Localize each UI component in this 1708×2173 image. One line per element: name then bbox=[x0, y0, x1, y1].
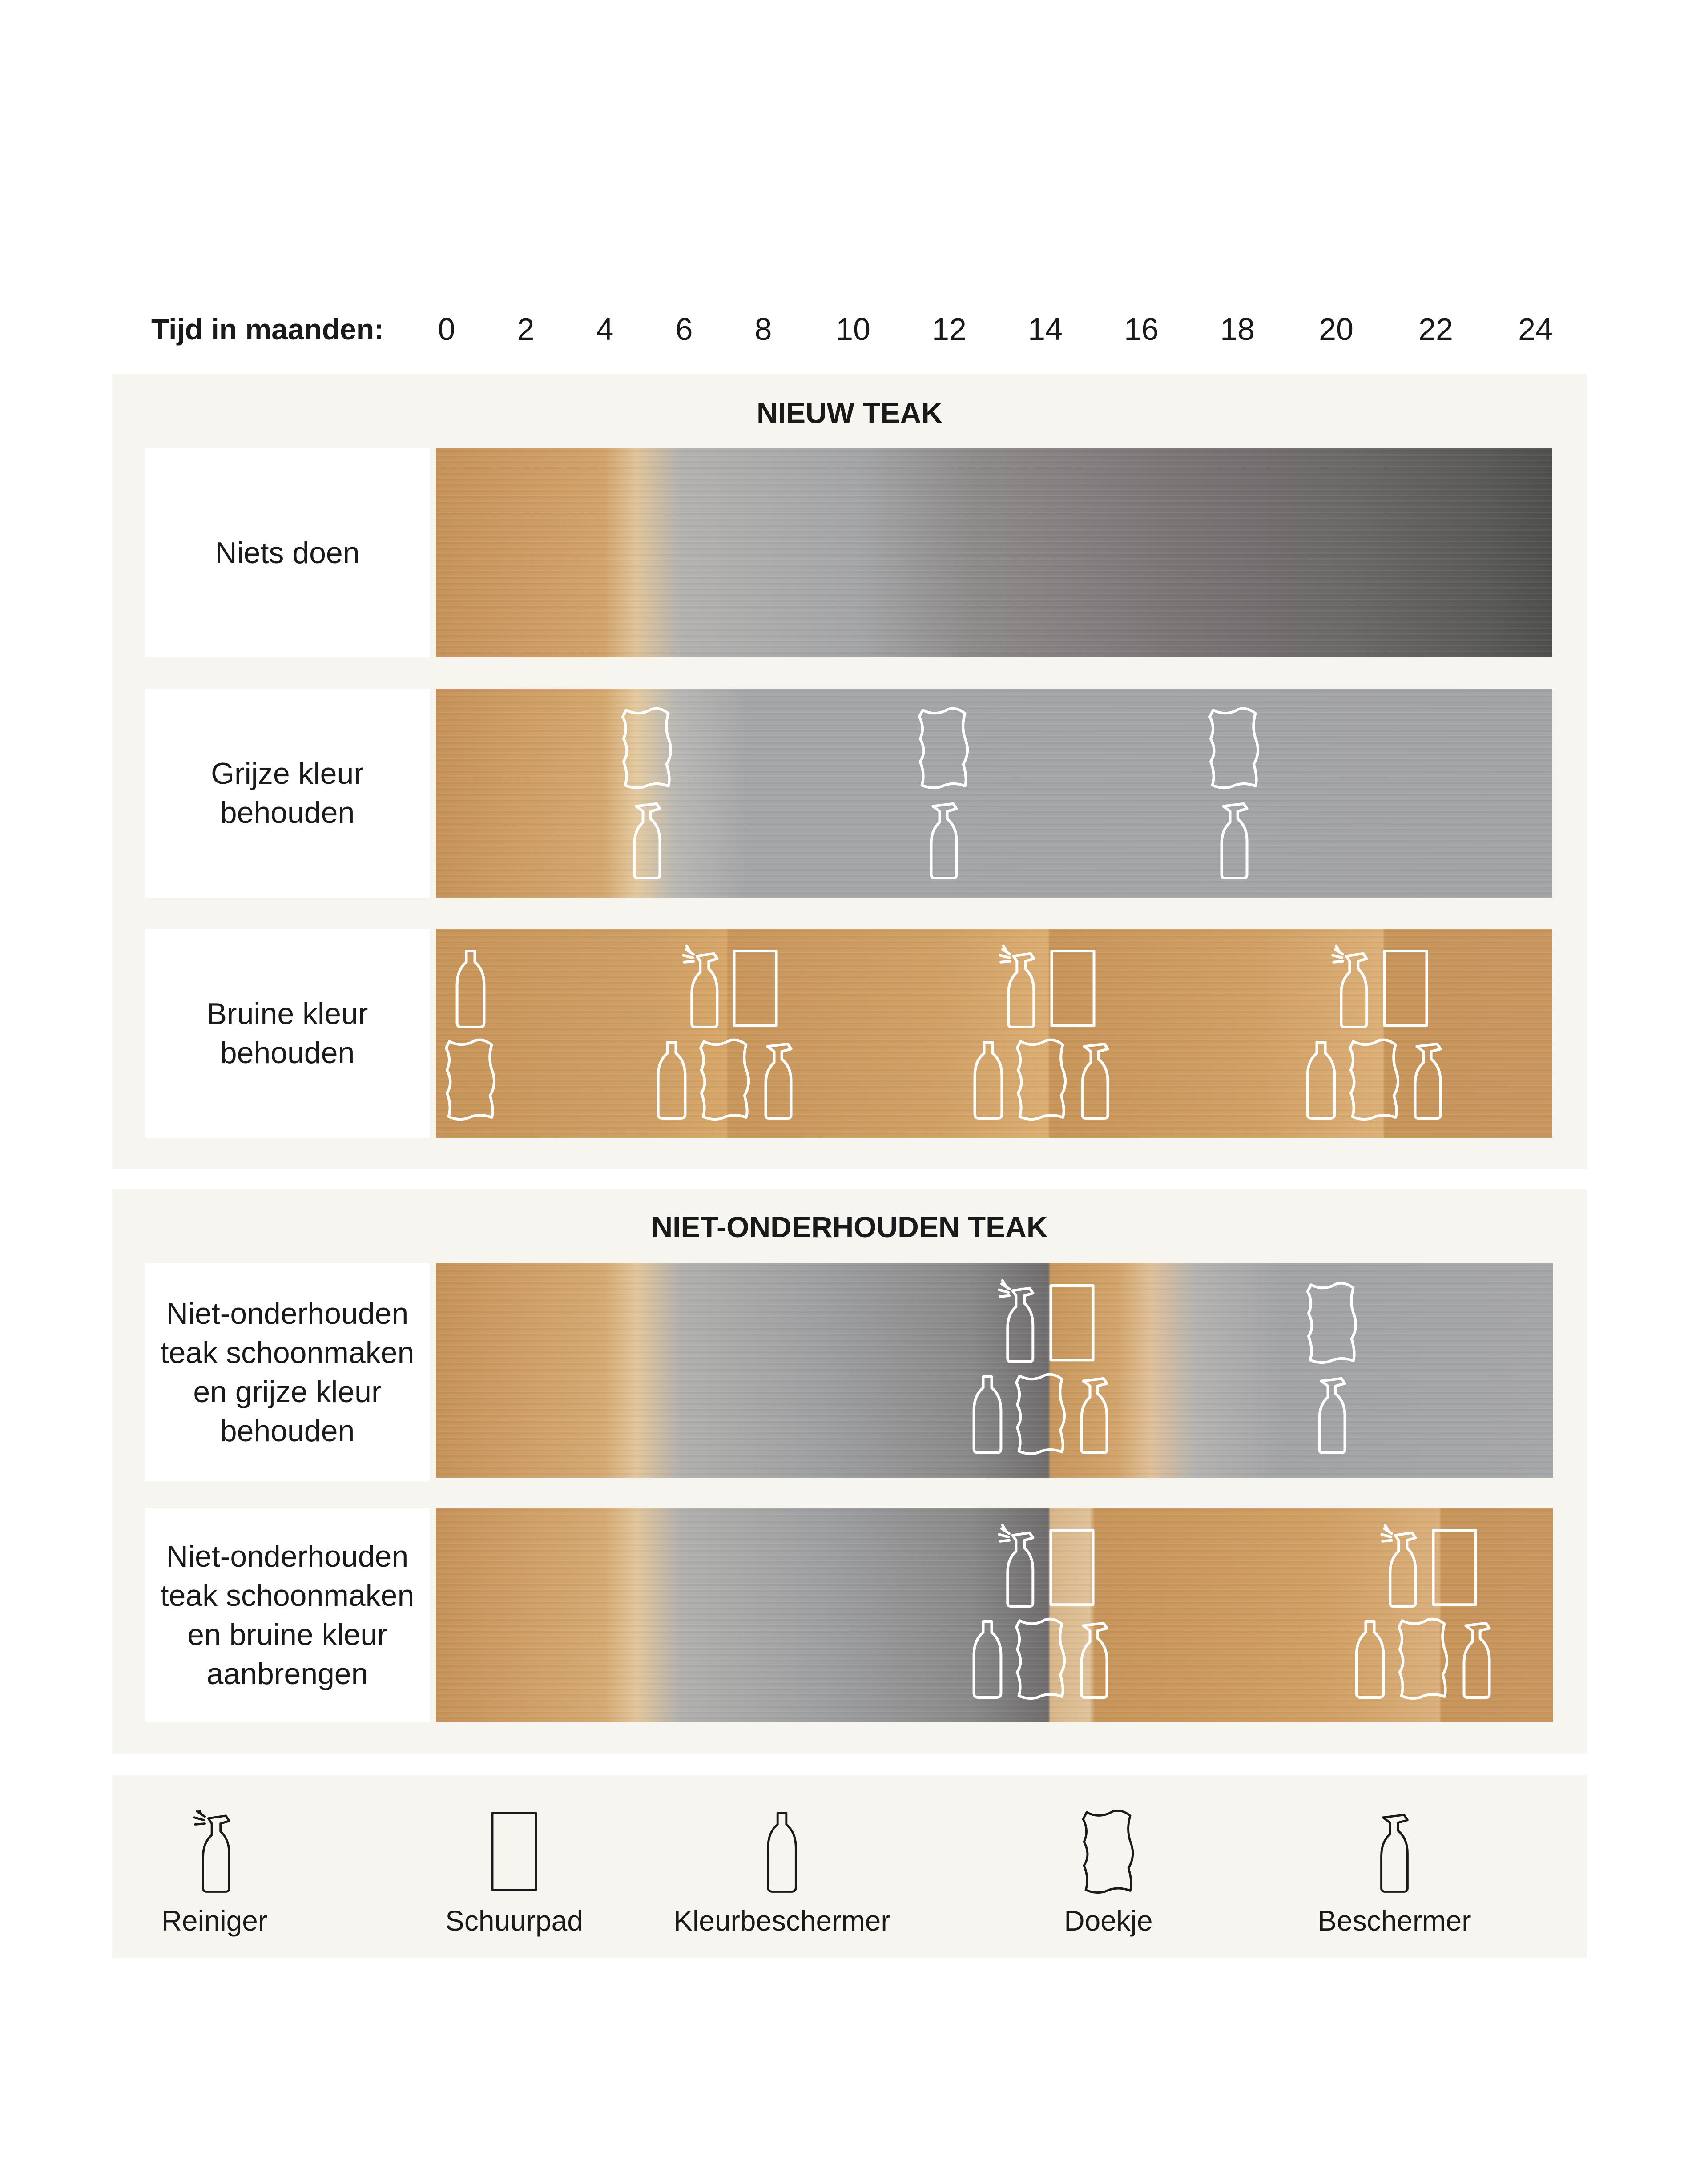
scouring-pad-icon bbox=[1051, 1286, 1093, 1360]
cleaner-spray-icon bbox=[1333, 946, 1366, 1027]
legend-label: Beschermer bbox=[1317, 1905, 1471, 1937]
color-protector-bottle-icon bbox=[974, 1621, 1001, 1697]
color-protector-bottle-icon bbox=[975, 1042, 1002, 1118]
color-protector-bottle-icon bbox=[749, 1810, 815, 1895]
scouring-pad-icon bbox=[1051, 1530, 1093, 1605]
legend-label: Reiniger bbox=[161, 1905, 268, 1937]
color-protector-bottle-icon bbox=[658, 1042, 685, 1118]
protector-spray-icon bbox=[635, 804, 660, 878]
bar-keep-brown bbox=[436, 929, 1552, 1138]
scouring-pad-icon bbox=[481, 1810, 548, 1895]
cloth-icon bbox=[1016, 1375, 1064, 1454]
cleaner-spray-icon bbox=[683, 946, 717, 1027]
scouring-pad-icon bbox=[1434, 1530, 1476, 1605]
time-tick: 22 bbox=[1418, 312, 1453, 347]
bar-icons bbox=[436, 1263, 1553, 1478]
cloth-icon bbox=[701, 1040, 749, 1119]
time-tick: 4 bbox=[596, 312, 614, 347]
cloth-icon bbox=[1017, 1040, 1065, 1119]
cleaner-spray-icon bbox=[1382, 1525, 1415, 1606]
scouring-pad-icon bbox=[1385, 951, 1427, 1025]
protector-spray-icon bbox=[766, 1044, 791, 1118]
protector-spray-icon bbox=[1464, 1623, 1490, 1697]
color-protector-bottle-icon bbox=[974, 1377, 1001, 1453]
time-tick: 24 bbox=[1518, 312, 1553, 347]
protector-spray-icon bbox=[1320, 1379, 1345, 1453]
row-label-clean-keep-grey: Niet-onderhouden teak schoonmaken en grijze kleur behouden bbox=[145, 1263, 430, 1481]
cloth-icon bbox=[1308, 1283, 1356, 1363]
row-label-clean-apply-brown: Niet-onderhouden teak schoonmaken en bruine kleur aanbrengen bbox=[145, 1508, 430, 1722]
protector-spray-icon bbox=[931, 804, 957, 878]
bar-icons bbox=[436, 929, 1552, 1138]
cloth-icon bbox=[1399, 1619, 1447, 1698]
cleaner-spray-icon bbox=[181, 1810, 248, 1895]
protector-spray-icon bbox=[1083, 1044, 1108, 1118]
time-tick: 0 bbox=[438, 312, 455, 347]
legend-label: Doekje bbox=[1064, 1905, 1153, 1937]
time-tick: 10 bbox=[836, 312, 870, 347]
time-tick: 20 bbox=[1319, 312, 1354, 347]
section-title: NIET-ONDERHOUDEN TEAK bbox=[651, 1210, 1048, 1243]
bar-clean-apply-brown bbox=[436, 1508, 1553, 1722]
time-tick: 2 bbox=[517, 312, 535, 347]
cloth-icon bbox=[446, 1040, 494, 1119]
cleaner-spray-icon bbox=[1000, 946, 1034, 1027]
legend-label: Kleurbeschermer bbox=[673, 1905, 890, 1937]
bar-keep-grey bbox=[436, 689, 1552, 898]
color-protector-bottle-icon bbox=[1308, 1042, 1335, 1118]
cloth-icon bbox=[1016, 1619, 1064, 1698]
legend bbox=[112, 1775, 1587, 1958]
time-tick: 18 bbox=[1220, 312, 1255, 347]
cleaner-spray-icon bbox=[999, 1281, 1033, 1362]
row-label-do-nothing: Niets doen bbox=[145, 448, 430, 657]
time-tick: 12 bbox=[932, 312, 967, 347]
bar-clean-keep-grey bbox=[436, 1263, 1553, 1478]
cloth-icon bbox=[1210, 709, 1258, 788]
cloth-icon bbox=[623, 709, 671, 788]
protector-spray-icon bbox=[1222, 804, 1247, 878]
bar-do-nothing bbox=[436, 448, 1552, 657]
section-title: NIEUW TEAK bbox=[757, 396, 943, 429]
legend-label: Schuurpad bbox=[445, 1905, 583, 1937]
color-protector-bottle-icon bbox=[457, 951, 484, 1027]
protector-spray-icon bbox=[1415, 1044, 1441, 1118]
cloth-icon bbox=[1350, 1040, 1398, 1119]
scouring-pad-icon bbox=[734, 951, 777, 1025]
cleaner-spray-icon bbox=[999, 1525, 1033, 1606]
color-protector-bottle-icon bbox=[1357, 1621, 1384, 1697]
time-tick: 14 bbox=[1028, 312, 1063, 347]
time-tick: 16 bbox=[1124, 312, 1159, 347]
row-label-keep-brown: Bruine kleur behouden bbox=[145, 929, 430, 1138]
bar-icons bbox=[436, 689, 1552, 898]
protector-spray-icon bbox=[1082, 1379, 1107, 1453]
scouring-pad-icon bbox=[1052, 951, 1094, 1025]
bar-icons bbox=[436, 1508, 1553, 1722]
row-label-keep-grey: Grijze kleur behouden bbox=[145, 689, 430, 898]
protector-spray-icon bbox=[1082, 1623, 1107, 1697]
time-axis-label: Tijd in maanden: bbox=[151, 313, 384, 346]
time-tick: 6 bbox=[675, 312, 693, 347]
cloth-icon bbox=[919, 709, 967, 788]
protector-spray-icon bbox=[1361, 1810, 1428, 1895]
cloth-icon bbox=[1075, 1810, 1142, 1895]
time-tick: 8 bbox=[754, 312, 772, 347]
